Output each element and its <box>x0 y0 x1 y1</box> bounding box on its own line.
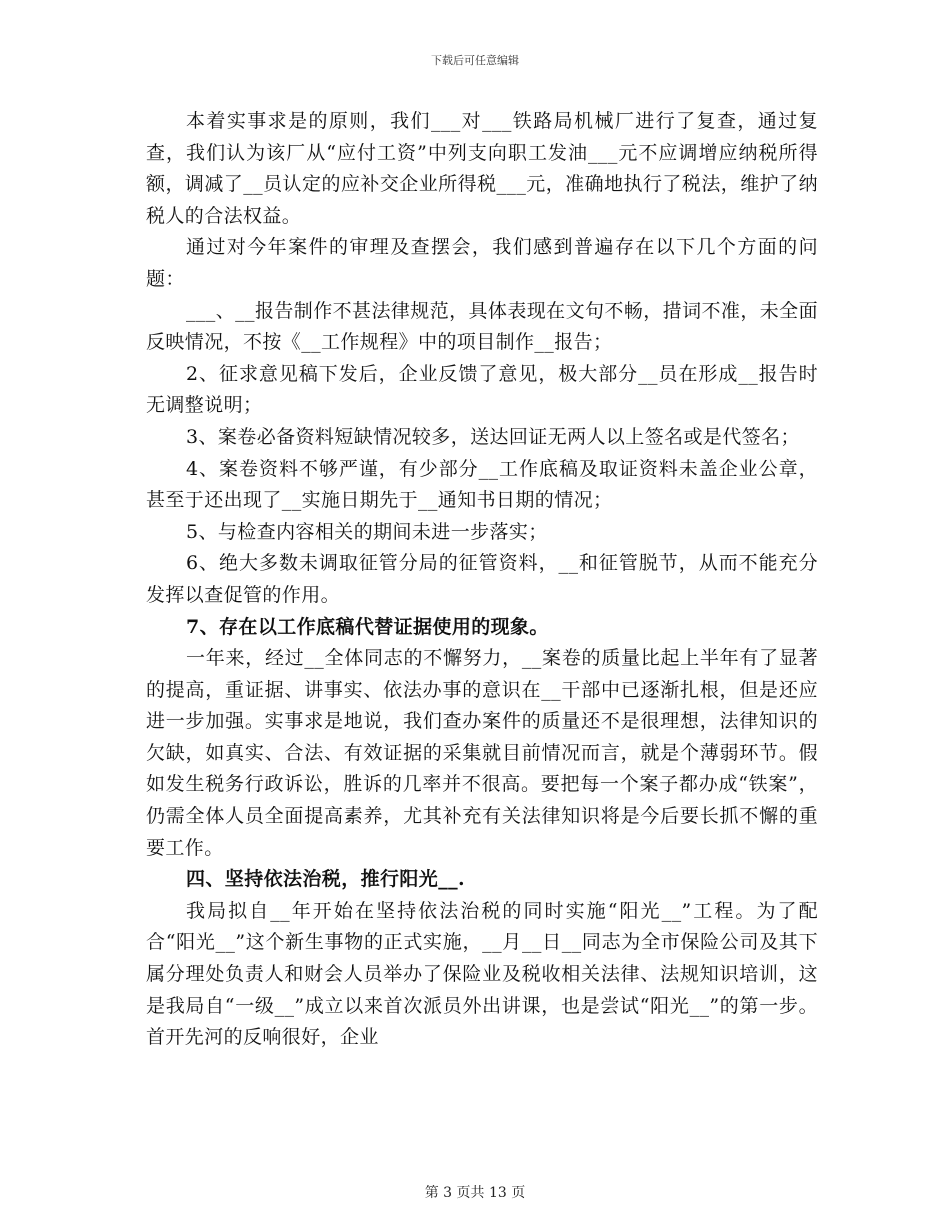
paragraph-problem-2: 2、征求意见稿下发后，企业反馈了意见，极大部分__员在形成__报告时无调整说明； <box>146 362 818 417</box>
document-body <box>146 106 818 1054</box>
paragraph-problem-4: 4、案卷资料不够严谨，有少部分__工作底稿及取证资料未盖企业公章，甚至于还出现了__实施日期先于__通知书日期的情况； <box>146 457 818 512</box>
paragraph-problem-6: 6、绝大多数未调取征管分局的征管资料，__和征管脱节，从而不能充分发挥以查促管的作用。 <box>146 552 818 606</box>
paragraph-problem-1: ___、__报告制作不甚法律规范，具体表现在文句不畅，措词不准，未全面反映情况，不按《__工作规程》中的项目制作__报告； <box>146 299 818 354</box>
paragraph-problem-5: 5、与检查内容相关的期间未进一步落实； <box>186 520 548 543</box>
paragraph-problem-7: 7、存在以工作底稿代替证据使用的现象。 <box>186 615 549 638</box>
paragraph-problems-intro: 通过对今年案件的审理及查摆会，我们感到普遍存在以下几个方面的问题： <box>146 236 818 290</box>
page-header: 下载后可任意编辑 <box>431 54 519 67</box>
paragraph-review-result: 本着实事求是的原则，我们___对___铁路局机械厂进行了复查，通过复查，我们认为该厂从“应付工资”中列支向职工发油___元不应调增应纳税所得额，调减了__员认定的应补交企业所得税___元，准确地执行了税法，维护了纳税人的合法权益。 <box>146 110 818 227</box>
paragraph-year-summary: 一年来，经过__全体同志的不懈努力，__案卷的质量比起上半年有了显著的提高，重证据、讲事实、依法办事的意识在__干部中已逐渐扎根，但是还应进一步加强。实事求是地说，我们查办案件的质量还不是很理想，法律知识的欠缺，如真实、合法、有效证据的采集就目前情况而言，就是个薄弱环节。假如发生税务行政诉讼，胜诉的几率并不很高。要把每一个案子都办成“铁案”，仍需全体人员全面提高素养，尤其补充有关法律知识将是今后要长抓不懈的重要工作。 <box>146 647 818 859</box>
paragraph-problem-3: 3、案卷必备资料短缺情况较多，送达回证无两人以上签名或是代签名； <box>186 425 800 448</box>
section-heading-4: 四、坚持依法治税，推行阳光__. <box>186 868 466 891</box>
page-footer: 第 3 页共 13 页 <box>424 1185 526 1201</box>
paragraph-sunshine-project: 我局拟自__年开始在坚持依法治税的同时实施“阳光__”工程。为了配合“阳光__”这个新生事物的正式实施，__月__日__同志为全市保险公司及其下属分理处负责人和财会人员举办了保险业及税收相关法律、法规知识培训，这是我局自“一级__”成立以来首次派员外出讲课，也是尝试“阳光__”的第一步。首开先河的反响很好，企业 <box>146 899 818 1049</box>
